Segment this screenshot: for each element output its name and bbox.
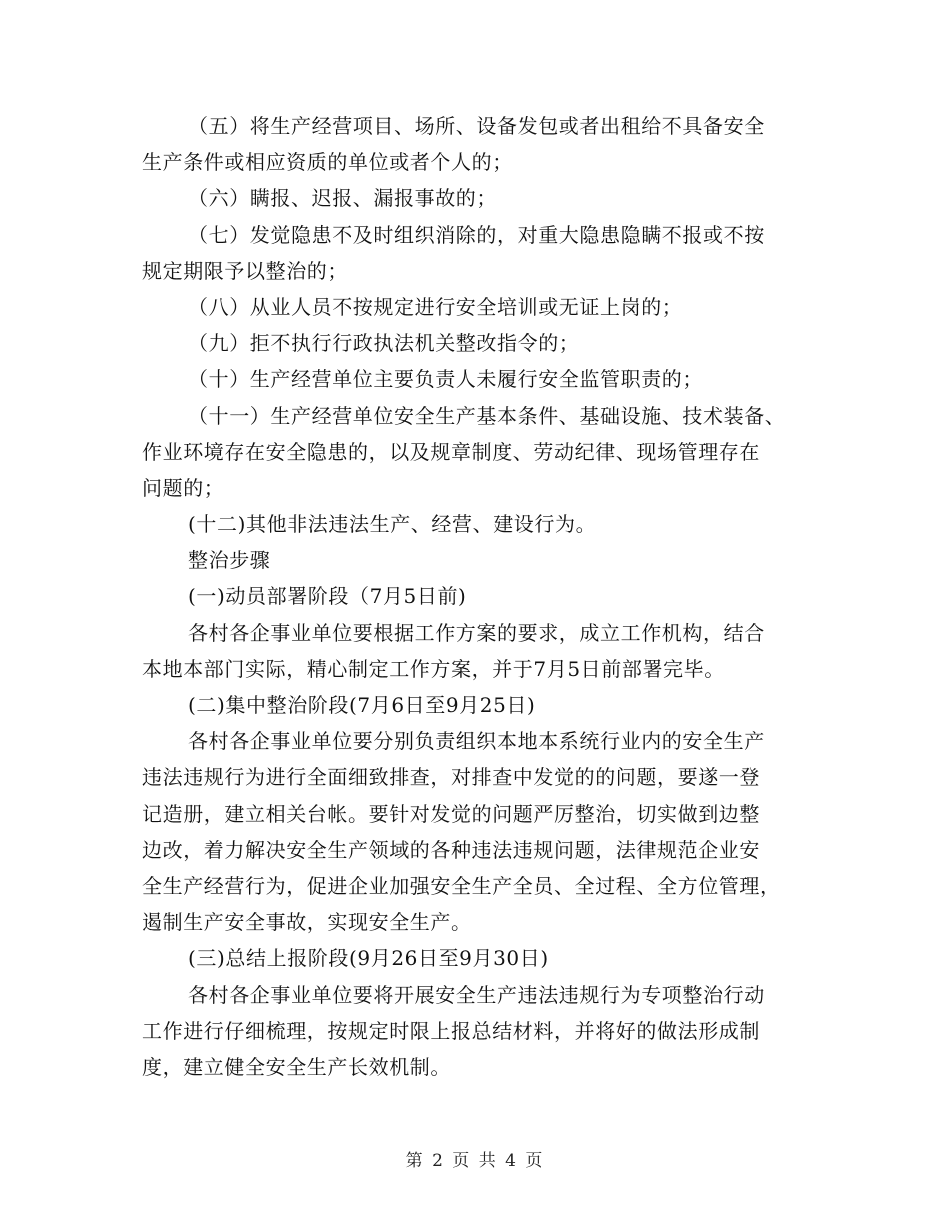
body-line: 各村各企事业单位要根据工作方案的要求，成立工作机构，结合 bbox=[188, 620, 765, 645]
body-line: （九）拒不执行行政执法机关整改指令的； bbox=[188, 331, 580, 356]
body-line: (二)集中整治阶段(7月6日至9月25日) bbox=[188, 693, 536, 717]
body-line: （六）瞒报、迟报、漏报事故的； bbox=[188, 186, 497, 211]
body-line: （七）发觉隐患不及时组织消除的，对重大隐患隐瞒不报或不按 bbox=[188, 222, 765, 247]
body-line: 各村各企事业单位要分别负责组织本地本系统行业内的安全生产 bbox=[188, 729, 765, 754]
document-body bbox=[142, 108, 822, 1085]
body-line: (十二)其他非法违法生产、经营、建设行为。 bbox=[188, 512, 597, 537]
body-line: 全生产经营行为，促进企业加强安全生产全员、全过程、全方位管理， bbox=[142, 873, 781, 898]
body-line: 遏制生产安全事故，实现安全生产。 bbox=[142, 910, 472, 935]
body-line: 边改，着力解决安全生产领域的各种违法违规问题，法律规范企业安 bbox=[142, 837, 760, 862]
body-line: 问题的； bbox=[142, 475, 225, 500]
body-line: 本地本部门实际，精心制定工作方案，并于7月5日前部署完毕。 bbox=[142, 656, 725, 681]
body-line: 生产条件或相应资质的单位或者个人的； bbox=[142, 150, 513, 175]
body-line: 各村各企事业单位要将开展安全生产违法违规行为专项整治行动 bbox=[188, 982, 765, 1007]
body-line: 规定期限予以整治的； bbox=[142, 258, 348, 283]
body-line: 工作进行仔细梳理，按规定时限上报总结材料，并将好的做法形成制 bbox=[142, 1018, 760, 1043]
body-line: （十一）生产经营单位安全生产基本条件、基础设施、技术装备、 bbox=[188, 403, 786, 428]
body-line: （五）将生产经营项目、场所、设备发包或者出租给不具备安全 bbox=[188, 114, 765, 138]
section-heading: 整治步骤 bbox=[188, 548, 271, 573]
body-line: (一)动员部署阶段（7月5日前) bbox=[188, 584, 467, 609]
page-number-footer: 第 2 页 共 4 页 bbox=[405, 1151, 545, 1171]
body-line: 记造册，建立相关台帐。要针对发觉的问题严厉整治，切实做到边整 bbox=[142, 801, 760, 826]
body-line: (三)总结上报阶段(9月26日至9月30日) bbox=[188, 946, 549, 971]
body-line: 度，建立健全安全生产长效机制。 bbox=[142, 1054, 451, 1079]
body-line: 违法违规行为进行全面细致排查，对排查中发觉的的问题，要遂一登 bbox=[142, 765, 760, 790]
body-line: 作业环境存在安全隐患的，以及规章制度、劳动纪律、现场管理存在 bbox=[142, 439, 760, 464]
body-line: （八）从业人员不按规定进行安全培训或无证上岗的； bbox=[188, 294, 683, 319]
body-line: （十）生产经营单位主要负责人未履行安全监管职责的； bbox=[188, 367, 703, 392]
